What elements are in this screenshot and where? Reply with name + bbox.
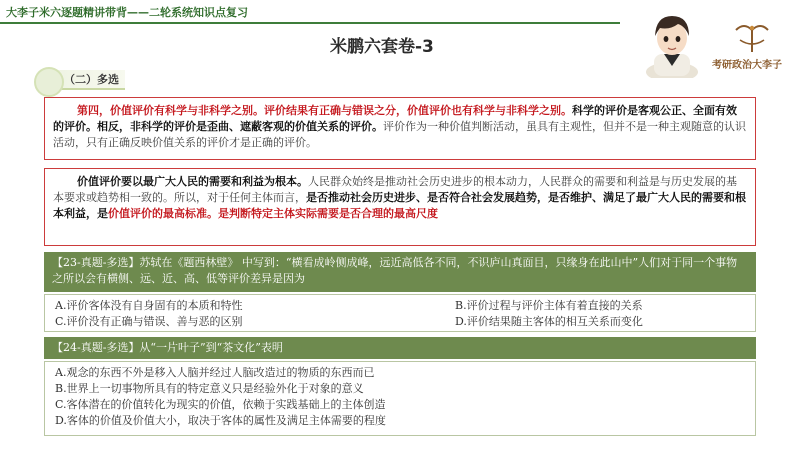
q24-option-a[interactable]: A.观念的东西不外是移入人脑并经过人脑改造过的物质的东西而已	[55, 366, 375, 379]
knowledge-box-highest-standard	[44, 168, 756, 246]
question-24-options	[44, 361, 756, 436]
q24-option-b[interactable]: B.世界上一切事物所具有的特定意义只是经验外化于对象的意义	[55, 382, 364, 395]
brand-logo-text: 考研政治大李子	[712, 60, 782, 71]
q23-option-a[interactable]: A.评价客体没有自身固有的本质和特性	[55, 299, 243, 312]
q24-option-d[interactable]: D.客体的价值及价值大小，取决于客体的属性及满足主体需要的程度	[55, 414, 386, 427]
box2-red-text: 价值评价的最高标准。是判断特定主体实际需要是否合理的最高尺度	[108, 207, 438, 220]
question-24-stem: 【24-真题-多选】从“一片叶子”到“茶文化”表明	[44, 337, 756, 359]
presenter-avatar-icon	[640, 6, 704, 78]
question-23-stem: 【23-真题-多选】苏轼在《题西林壁》 中写到：“横看成岭侧成峰，远近高低各不同，不识庐山真面目，只缘身在此山中”人们对于同一个事物之所以会有横侧、远、近、高、低等评价差异是因为	[44, 252, 756, 292]
header-divider	[0, 22, 620, 24]
box1-bold-text: 科学的评价是客观公正、全面有效的评价。相反，非科学的评价是歪曲、遮蔽客观的价值关系的评价。	[53, 104, 737, 133]
q23-option-b[interactable]: B.评价过程与评价主体有着直接的关系	[455, 299, 643, 312]
q23-option-c[interactable]: C.评价没有正确与错误、善与恶的区别	[55, 315, 243, 328]
box2-connector: 是	[97, 207, 108, 220]
page-title: 米鹏六套卷-3	[330, 37, 434, 57]
section-heading	[44, 70, 125, 90]
box1-body-text: 评价作为一种价值判断活动，虽具有主观性，但并不是一种主观随意的认识活动，只有正确反映价值关系的评价才是正确的评价。	[53, 120, 746, 149]
box2-lead-text: 价值评价要以最广大人民的需要和利益为根本。	[77, 175, 308, 188]
box2-body-text: 人民群众始终是推动社会历史进步的根本动力，人民群众的需要和利益是与历史发展的基本要求或趋势相一致的。所以，对于任何主体而言，	[53, 175, 737, 204]
question-23-options	[44, 294, 756, 332]
course-title: 大李子米六逐题精讲带背——二轮系统知识点复习	[6, 6, 248, 19]
section-label: （二）多选	[64, 73, 119, 86]
q24-option-c[interactable]: C.客体潜在的价值转化为现实的价值，依赖于实践基础上的主体创造	[55, 398, 386, 411]
knowledge-box-scientific-evaluation	[44, 97, 756, 160]
q23-option-d[interactable]: D.评价结果随主客体的相互关系而变化	[455, 315, 643, 328]
box1-heading: 第四，价值评价有科学与非科学之别。评价结果有正确与错误之分，价值评价也有科学与非科学之别。	[77, 104, 572, 117]
box2-bold-text: 是否推动社会历史进步、是否符合社会发展趋势，是否维护、满足了最广大人民的需要和根本利益，	[53, 191, 746, 220]
